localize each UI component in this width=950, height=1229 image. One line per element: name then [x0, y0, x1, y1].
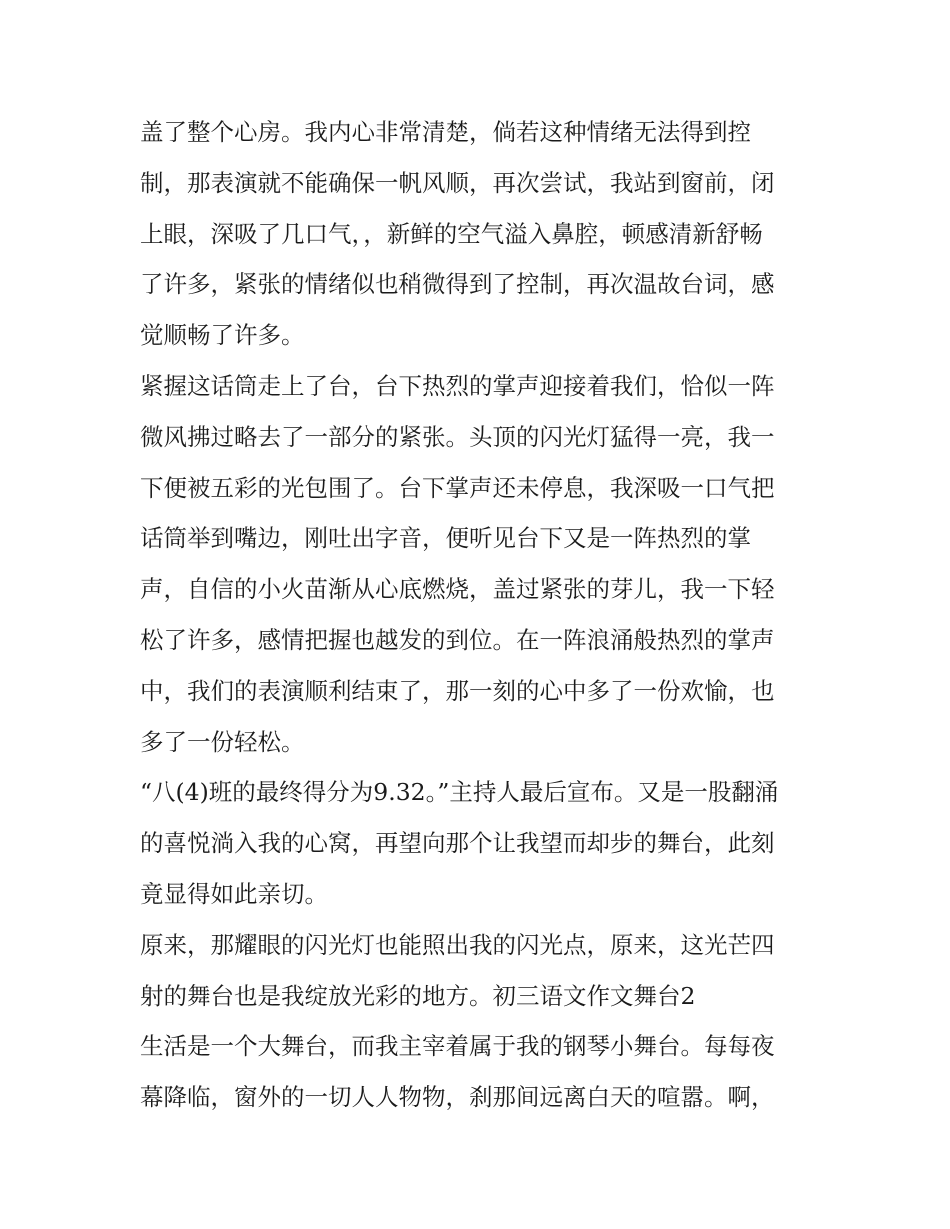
paragraph-2	[140, 361, 815, 767]
text-line: 原来，那耀眼的闪光灯也能照出我的闪光点，原来，这光芒四	[140, 930, 775, 959]
text-line: 制，那表演就不能确保一帆风顺，再次尝试，我站到窗前，闭	[140, 168, 775, 197]
paragraph-1	[140, 107, 815, 361]
text-line: 盖了整个心房。我内心非常清楚，倘若这种情绪无法得到控	[140, 118, 751, 146]
paragraph-5	[140, 1021, 815, 1123]
text-line: 的喜悦淌入我的心窝，再望向那个让我望而却步的舞台，此刻	[140, 829, 775, 858]
text-line: 射的舞台也是我绽放光彩的地方。初三语文作文舞台2	[140, 981, 696, 1010]
text-line: 竟显得如此亲切。	[140, 879, 328, 908]
paragraph-3	[140, 767, 815, 919]
text-line: 微风拂过略去了一部分的紧张。头顶的闪光灯猛得一亮，我一	[140, 422, 775, 451]
document-body	[140, 107, 815, 1123]
text-line: 幕降临，窗外的一切人人物物，刹那间远离白天的喧嚣。啊，	[140, 1083, 775, 1112]
text-line: “八(4)班的最终得分为9.32。”主持人最后宣布。又是一股翻涌	[140, 778, 779, 807]
text-line: 生活是一个大舞台，而我主宰着属于我的钢琴小舞台。每每夜	[140, 1032, 775, 1061]
text-line: 中，我们的表演顺利结束了，那一刻的心中多了一份欢愉，也	[140, 676, 775, 705]
text-line: 了许多，紧张的情绪似也稍微得到了控制，再次温故台词，感	[140, 270, 775, 299]
text-line: 声，自信的小火苗渐从心底燃烧，盖过紧张的芽儿，我一下轻	[140, 575, 775, 604]
paragraph-4	[140, 920, 815, 1022]
text-line: 话筒举到嘴边，刚吐出字音，便听见台下又是一阵热烈的掌	[140, 524, 751, 553]
text-line: 下便被五彩的光包围了。台下掌声还未停息，我深吸一口气把	[140, 473, 775, 502]
text-line: 紧握这话筒走上了台，台下热烈的掌声迎接着我们，恰似一阵	[140, 371, 775, 400]
text-line: 松了许多，感情把握也越发的到位。在一阵浪涌般热烈的掌声	[140, 625, 775, 654]
text-line: 觉顺畅了许多。	[140, 321, 305, 350]
text-line: 上眼，深吸了几口气，，新鲜的空气溢入鼻腔，顿感清新舒畅	[140, 219, 763, 248]
text-line: 多了一份轻松。	[140, 727, 305, 756]
